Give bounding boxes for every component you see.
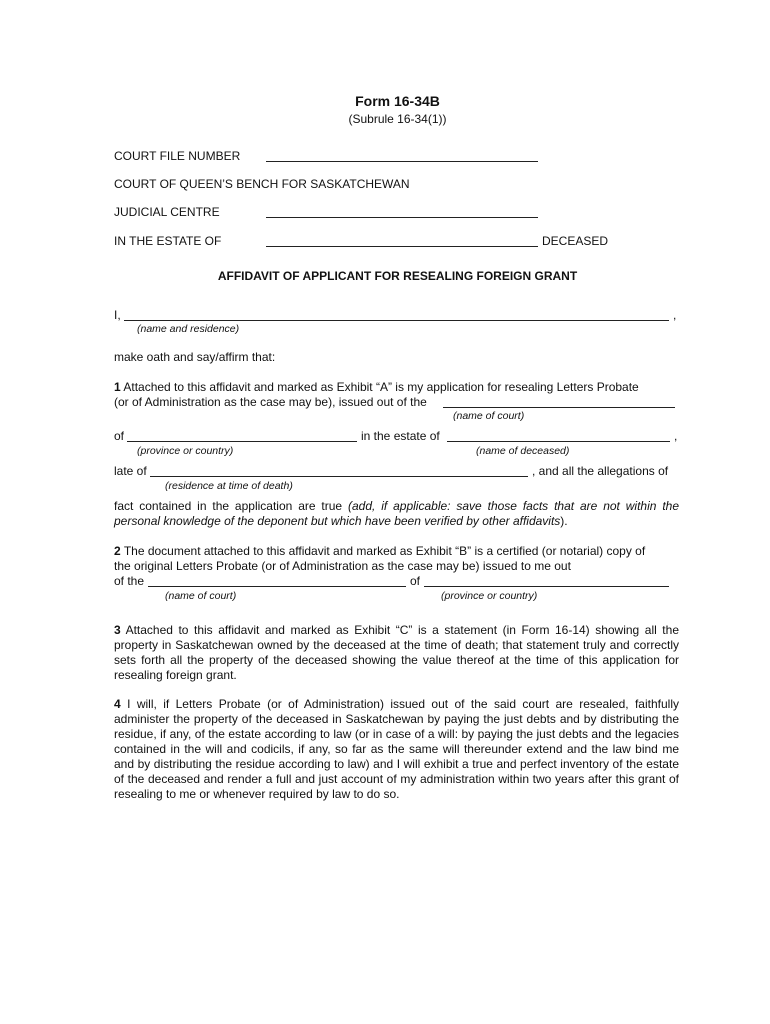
grant-court-field[interactable] — [148, 574, 406, 587]
grant-province-field[interactable] — [424, 574, 669, 587]
issuing-court-field[interactable] — [443, 395, 675, 408]
affidavit-heading: AFFIDAVIT OF APPLICANT FOR RESEALING FOREIGN GRANT — [217, 269, 578, 283]
para4-text: I will, if Letters Probate (or of Administration) issued out of the said court are resealed, faithfully administer the property of the deceased in Saskatchewan by paying the just debts and by distributing the residue, if any, of the estate according to law (or in case of a will: by paying the just debts and the legacies contained in the will and codicils, if any, so far as the same will thereunder extend and the law bind me and by distributing the residue according to law) and I will exhibit a true and perfect inventory of the estate of the deceased and render a full and just account of my administration within two years after this grant of resealing to me or whenever required by law to do so. — [114, 697, 679, 801]
para1-fact-text — [114, 499, 679, 529]
deceased-label: DECEASED — [542, 234, 609, 248]
estate-label: IN THE ESTATE OF — [114, 234, 222, 248]
estate-of-label: in the estate of — [361, 429, 440, 443]
para1-text-line1: Attached to this affidavit and marked as Exhibit “A” is my application for resealing Letters Probate — [123, 380, 639, 394]
judicial-centre-label: JUDICIAL CENTRE — [114, 205, 220, 219]
oath-text: make oath and say/affirm that: — [114, 350, 276, 364]
form-title: Form 16-34B — [355, 93, 440, 109]
deceased-hint: (name of deceased) — [476, 445, 570, 457]
province-or-country-field[interactable] — [127, 429, 357, 442]
comma-2: , — [674, 429, 678, 443]
deceased-name-field[interactable] — [447, 429, 670, 442]
comma: , — [673, 308, 677, 322]
estate-name-field[interactable] — [266, 234, 538, 247]
fact-note-end: ). — [560, 514, 568, 528]
para2-text-line1: The document attached to this affidavit and marked as Exhibit “B” is a certified (or notarial) copy of — [123, 544, 646, 558]
judicial-centre-field[interactable] — [266, 205, 538, 218]
para4 — [114, 697, 679, 802]
province-hint: (province or country) — [137, 445, 234, 457]
of-label-2: of — [410, 574, 421, 588]
fact-text: fact contained in the application are true — [114, 499, 343, 513]
para2-number: 2 — [114, 544, 121, 558]
of-the-label: of the — [114, 574, 145, 588]
province-hint-2: (province or country) — [441, 590, 538, 602]
para2-text-line2: the original Letters Probate (or of Administration as the case may be) issued to me out — [114, 559, 571, 573]
para4-number: 4 — [114, 697, 121, 711]
residence-hint: (residence at time of death) — [165, 480, 293, 492]
para3 — [114, 623, 679, 683]
name-residence-hint: (name and residence) — [137, 323, 240, 335]
late-of-label: late of — [114, 464, 147, 478]
court-hint: (name of court) — [453, 410, 525, 422]
of-label: of — [114, 429, 125, 443]
para1-line1 — [114, 380, 639, 395]
residence-at-death-field[interactable] — [150, 464, 528, 477]
court-hint-2: (name of court) — [165, 590, 237, 602]
court-file-number-field[interactable] — [266, 149, 538, 162]
para3-number: 3 — [114, 623, 121, 637]
para2-line1 — [114, 544, 645, 559]
court-file-label: COURT FILE NUMBER — [114, 149, 241, 163]
para3-text: Attached to this affidavit and marked as Exhibit “C” is a statement (in Form 16-14) showing all the property in Saskatchewan owned by the deceased at the time of death; that statement truly and correctly sets forth all the property of the deceased showing the value thereof at the time of this application for resealing foreign grant. — [114, 623, 679, 682]
i-prefix: I, — [114, 308, 121, 322]
allegations-text: , and all the allegations of — [532, 464, 669, 478]
court-name: COURT OF QUEEN’S BENCH FOR SASKATCHEWAN — [114, 177, 410, 191]
para1-number: 1 — [114, 380, 121, 394]
para1-text-line2: (or of Administration as the case may be), issued out of the — [114, 395, 427, 409]
name-and-residence-field[interactable] — [124, 308, 669, 321]
fact-note: (add, if applicable: save those facts that are not within the personal knowledge of the deponent but which have been verified by other affidavits — [114, 499, 680, 528]
form-subtitle: (Subrule 16-34(1)) — [348, 112, 447, 126]
